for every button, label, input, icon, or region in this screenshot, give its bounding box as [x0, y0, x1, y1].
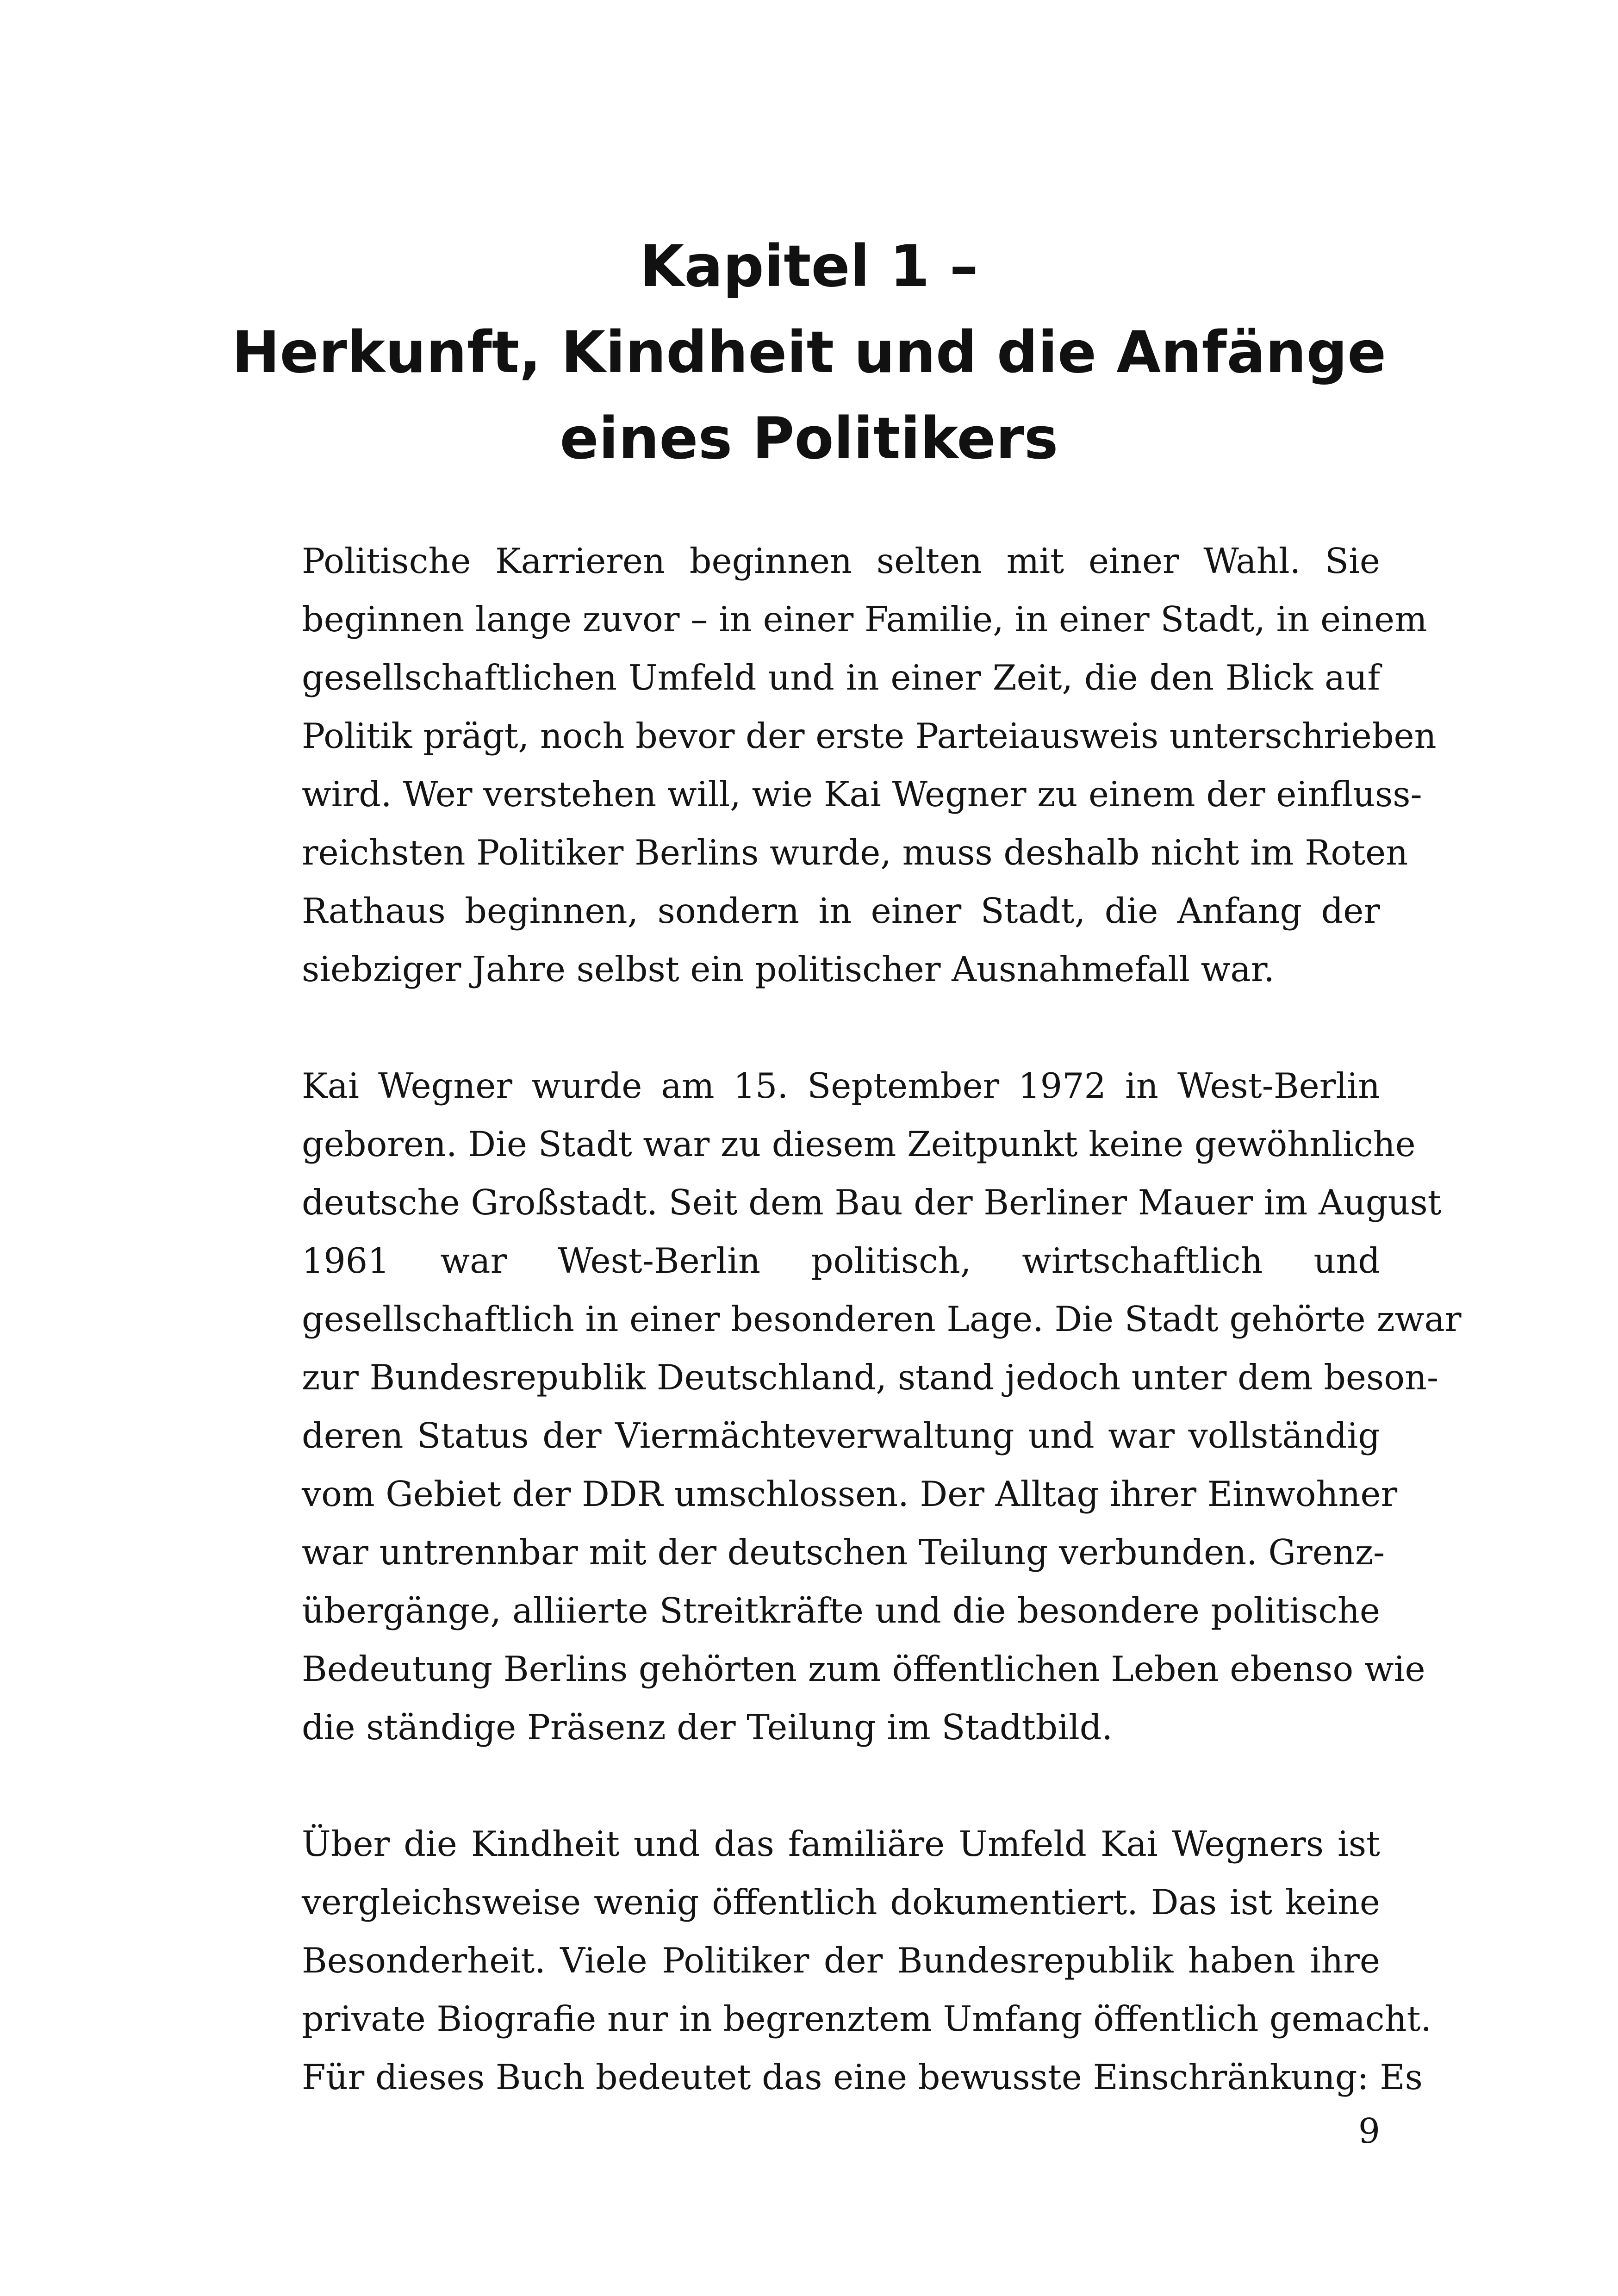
- text-line: Politik prägt, noch bevor der erste Parteiausweis unterschrieben: [302, 716, 1437, 756]
- chapter-title-line: Herkunft, Kindheit und die Anfänge: [231, 319, 1387, 386]
- paragraph-3: [302, 1815, 1432, 2107]
- text-line: wird. Wer verstehen will, wie Kai Wegner zu einem der einfluss-: [302, 774, 1422, 815]
- text-line: übergänge, alliierte Streitkräfte und die besondere politische: [302, 1591, 1380, 1631]
- text-line: private Biografie nur in begrenztem Umfang öffentlich gemacht.: [302, 1999, 1432, 2039]
- text-line: siebziger Jahre selbst ein politischer Ausnahmefall war.: [302, 949, 1275, 989]
- text-line: gesellschaftlichen Umfeld und in einer Zeit, die den Blick auf: [302, 658, 1380, 698]
- page-number: 9: [1358, 2111, 1380, 2151]
- text-line: Über die Kindheit und das familiäre Umfeld Kai Wegners ist: [302, 1824, 1380, 1864]
- chapter-title-line: Kapitel 1 –: [640, 233, 978, 300]
- paragraph-2: [302, 1057, 1462, 1757]
- text-line: Rathaus beginnen, sondern in einer Stadt, die Anfang der: [302, 891, 1380, 931]
- chapter-title: [0, 224, 1618, 482]
- text-line: deren Status der Viermächteverwaltung und war vollständig: [302, 1416, 1380, 1456]
- text-line: vom Gebiet der DDR umschlossen. Der Alltag ihrer Einwohner: [302, 1474, 1398, 1514]
- text-line: Für dieses Buch bedeutet das eine bewusste Einschränkung: Es: [302, 2057, 1423, 2097]
- text-line: deutsche Großstadt. Seit dem Bau der Berliner Mauer im August: [302, 1182, 1442, 1223]
- text-line: reichsten Politiker Berlins wurde, muss deshalb nicht im Roten: [302, 833, 1408, 873]
- text-line: gesellschaftlich in einer besonderen Lage. Die Stadt gehörte zwar: [302, 1299, 1462, 1339]
- text-line: zur Bundesrepublik Deutschland, stand jedoch unter dem beson-: [302, 1357, 1439, 1398]
- text-line: die ständige Präsenz der Teilung im Stadtbild.: [302, 1707, 1113, 1748]
- text-line: Kai Wegner wurde am 15. September 1972 in West-Berlin: [302, 1066, 1380, 1106]
- text-line: vergleichsweise wenig öffentlich dokumentiert. Das ist keine: [302, 1882, 1380, 1923]
- text-line: beginnen lange zuvor – in einer Familie, in einer Stadt, in einem: [302, 599, 1427, 640]
- text-line: Bedeutung Berlins gehörten zum öffentlichen Leben ebenso wie: [302, 1649, 1425, 1689]
- text-line: geboren. Die Stadt war zu diesem Zeitpunkt keine gewöhnliche: [302, 1124, 1416, 1164]
- body-text: [302, 532, 1462, 2165]
- text-line: Besonderheit. Viele Politiker der Bundesrepublik haben ihre: [302, 1941, 1380, 1981]
- chapter-title-line: eines Politikers: [560, 405, 1058, 473]
- paragraph-1: [302, 532, 1437, 999]
- text-line: 1961 war West-Berlin politisch, wirtschaftlich und: [302, 1241, 1380, 1281]
- text-line: war untrennbar mit der deutschen Teilung verbunden. Grenz-: [302, 1532, 1385, 1573]
- text-line: Politische Karrieren beginnen selten mit einer Wahl. Sie: [302, 541, 1380, 581]
